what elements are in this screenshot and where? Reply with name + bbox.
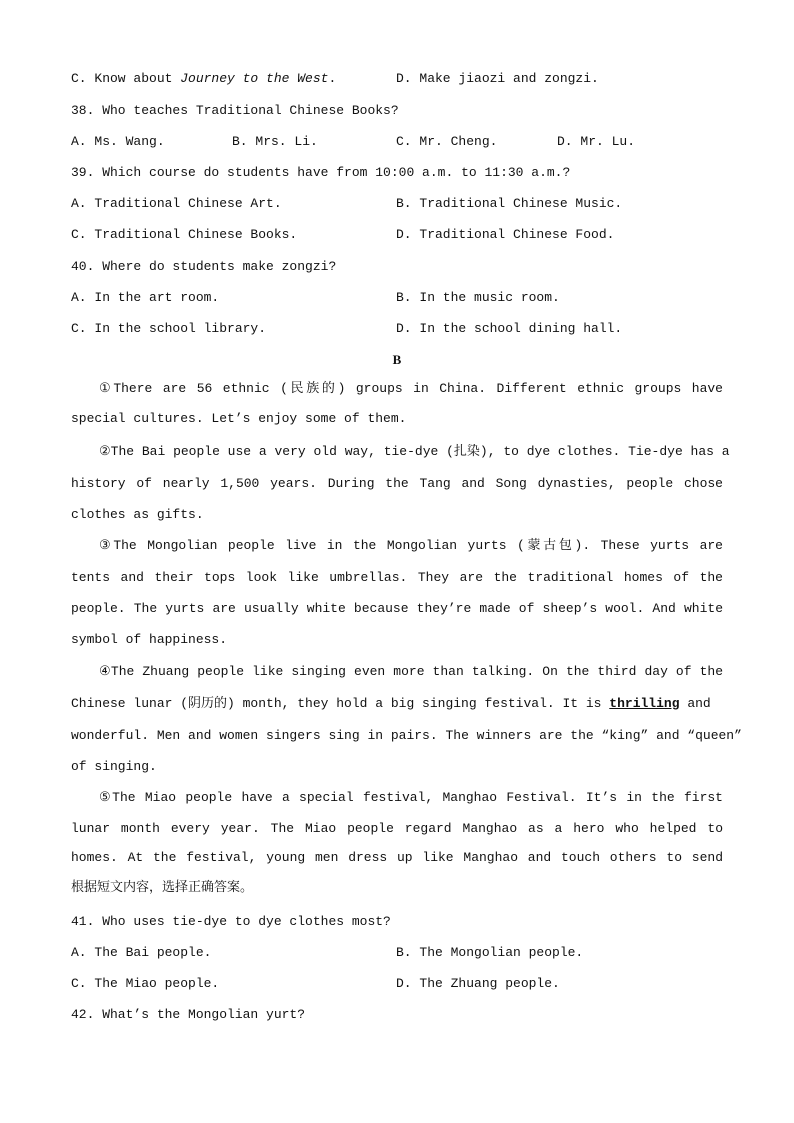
paragraph-line: symbol of happiness. (71, 632, 228, 647)
paragraph-line: wonderful. Men and women singers sing in pairs. The winners are the “king” and “queen” (71, 728, 742, 743)
q40-question: 40. Where do students make zongzi? (71, 259, 337, 274)
keyword-thrilling: thrilling (609, 696, 680, 711)
passage-paragraph-1 (71, 373, 723, 433)
q37-option-c: C. Know about Journey to the West. (71, 71, 337, 86)
q41-question: 41. Who uses tie-dye to dye clothes most? (71, 914, 391, 929)
q41-option-d: D. The Zhuang people. (396, 976, 560, 991)
q42-question: 42. What’s the Mongolian yurt? (71, 1007, 306, 1022)
paragraph-line: history of nearly 1,500 years. During the Tang and Song dynasties, people chose (71, 476, 723, 491)
q39-option-b: B. Traditional Chinese Music. (396, 196, 623, 211)
q41-option-a: A. The Bai people. (71, 945, 212, 960)
q38-option-c: C. Mr. Cheng. (396, 134, 498, 149)
q38-option-d: D. Mr. Lu. (557, 134, 636, 149)
q40-option-a: A. In the art room. (71, 290, 220, 305)
q38-option-b: B. Mrs. Li. (232, 134, 318, 149)
q40-option-c: C. In the school library. (71, 321, 267, 336)
paragraph-line: ⑤The Miao people have a special festival, Manghao Festival. It’s in the first (99, 790, 723, 805)
passage-paragraph-3 (71, 529, 723, 655)
paragraph-line: ④The Zhuang people like singing even more than talking. On the third day of the (99, 664, 723, 679)
q39-question: 39. Which course do students have from 10:00 a.m. to 11:30 a.m.? (71, 165, 571, 180)
q39-option-d: D. Traditional Chinese Food. (396, 227, 615, 242)
paragraph-line: special cultures. Let’s enjoy some of them. (71, 411, 407, 426)
q37-option-d: D. Make jiaozi and zongzi. (396, 71, 599, 86)
q38-question: 38. Who teaches Traditional Chinese Books? (71, 103, 399, 118)
q41-option-b: B. The Mongolian people. (396, 945, 584, 960)
paragraph-line: people. The yurts are usually white because they’re made of sheep’s wool. And white (71, 601, 723, 616)
paragraph-line: ③The Mongolian people live in the Mongolian yurts (蒙古包). These yurts are (99, 538, 723, 553)
paragraph-line: clothes as gifts. (71, 507, 204, 522)
section-b-title: B (392, 352, 402, 367)
paragraph-line: Chinese lunar (阴历的) month, they hold a big singing festival. It is thrilling and (71, 696, 711, 711)
q40-option-b: B. In the music room. (396, 290, 560, 305)
paragraph-line: ②The Bai people use a very old way, tie-dye (扎染), to dye clothes. Tie-dye has a (99, 444, 730, 459)
passage-paragraph-5 (71, 782, 723, 872)
paragraph-line: lunar month every year. The Miao people regard Manghao as a hero who helped to (71, 821, 723, 836)
q39-option-c: C. Traditional Chinese Books. (71, 227, 298, 242)
passage-paragraph-4 (71, 656, 742, 782)
q40-option-d: D. In the school dining hall. (396, 321, 623, 336)
q38-option-a: A. Ms. Wang. (71, 134, 165, 149)
passage-paragraph-2 (71, 436, 730, 530)
paragraph-line: of singing. (71, 759, 157, 774)
book-title: Journey to the West (180, 71, 329, 86)
q39-option-a: A. Traditional Chinese Art. (71, 196, 282, 211)
q41-option-c: C. The Miao people. (71, 976, 220, 991)
paragraph-line: homes. At the festival, young men dress up like Manghao and touch others to send (71, 850, 723, 865)
paragraph-line: tents and their tops look like umbrellas. They are the traditional homes of the (71, 570, 723, 585)
instruction-text: 根据短文内容，选择正确答案。 (71, 880, 254, 895)
paragraph-line: ①There are 56 ethnic (民族的) groups in China. Different ethnic groups have (99, 381, 723, 396)
